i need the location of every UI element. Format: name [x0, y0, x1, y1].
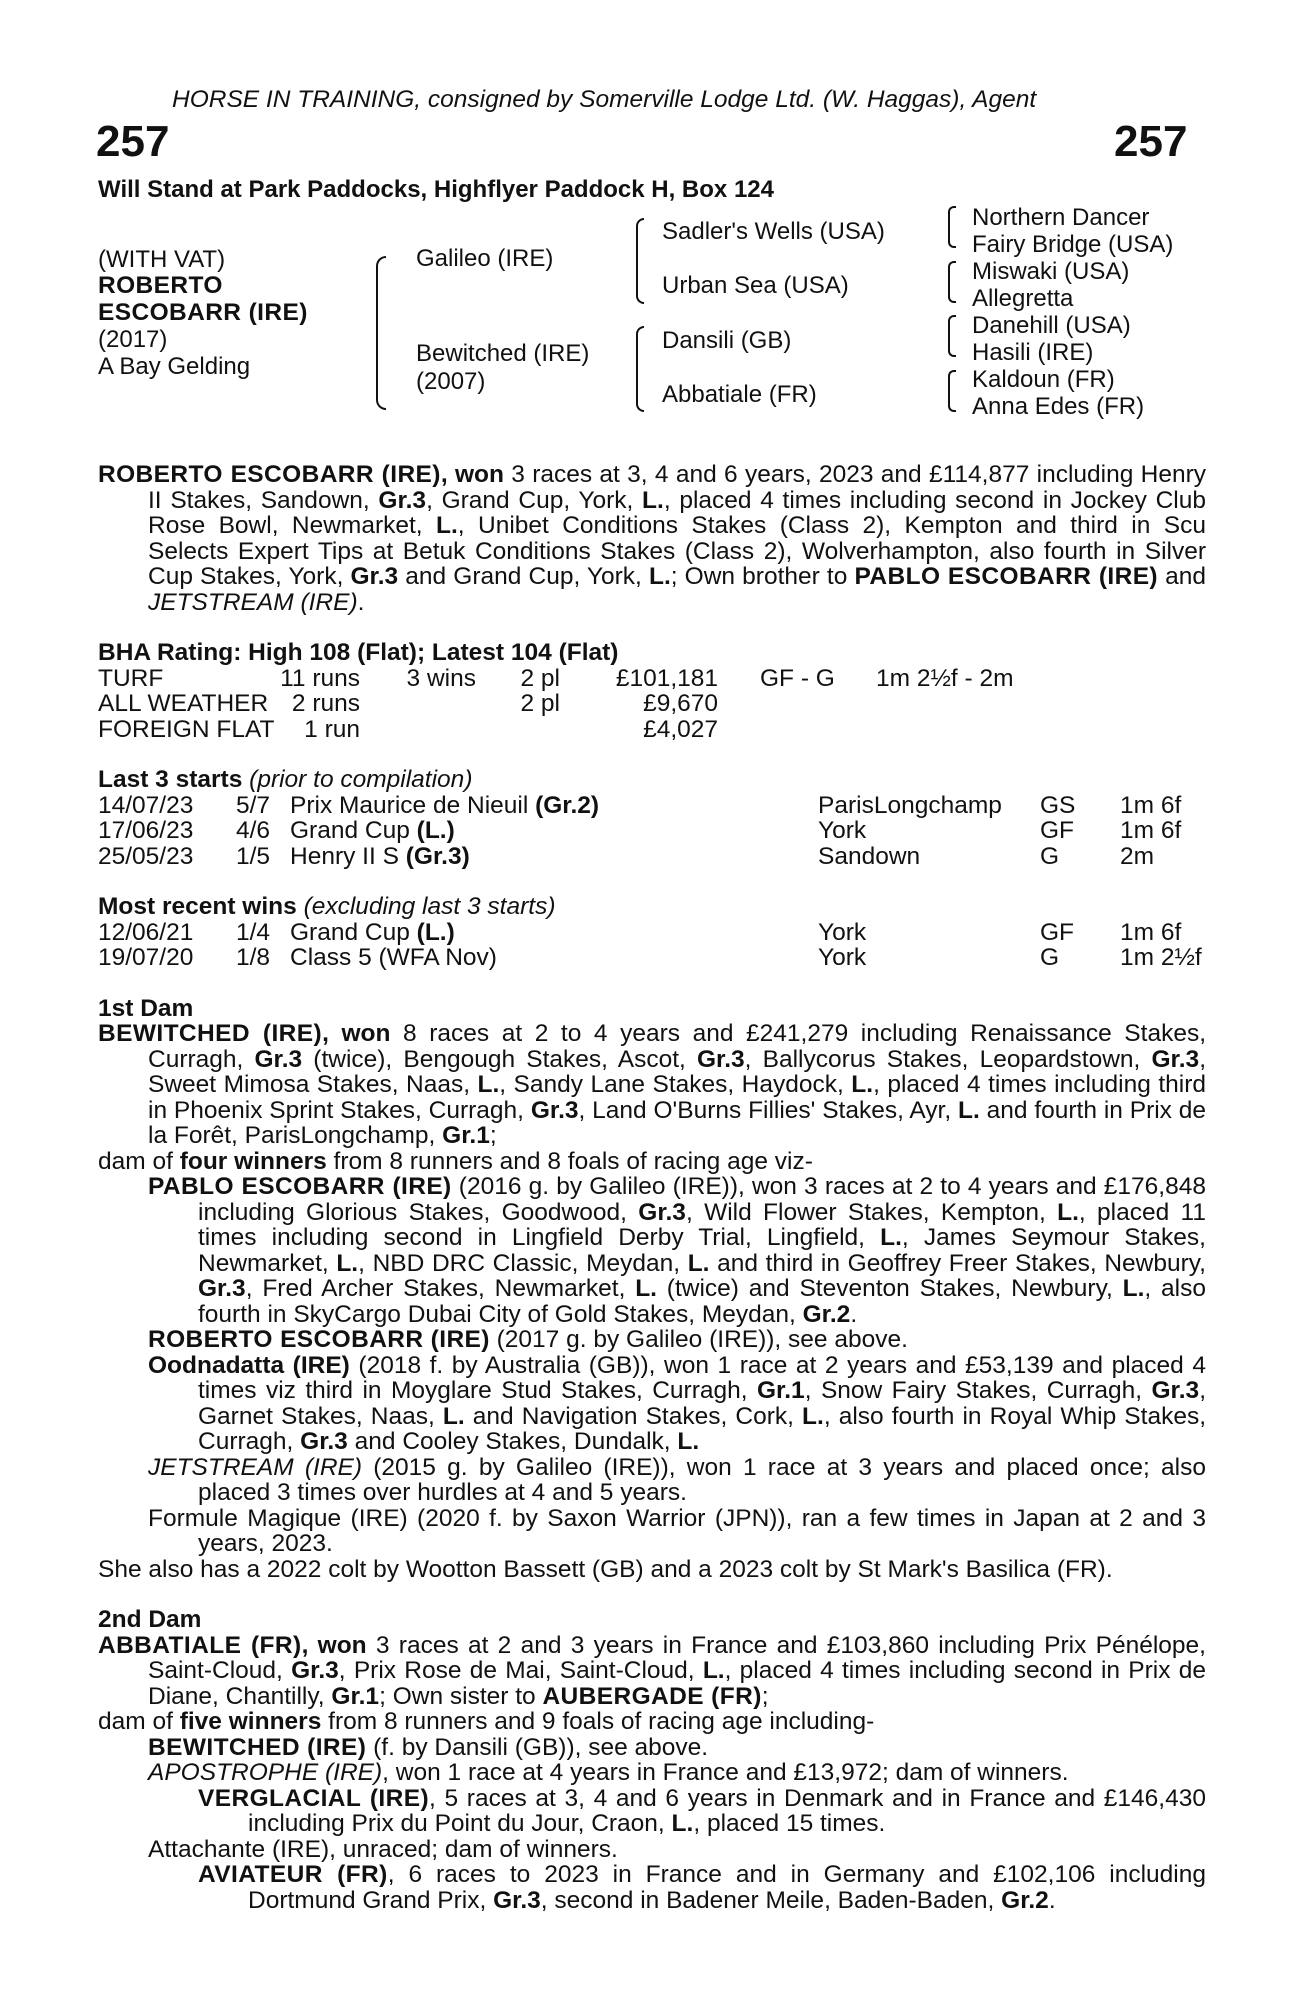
form-pos: 1/4: [236, 918, 271, 946]
rating-going: GF - G: [760, 664, 835, 692]
first-dam-also: She also has a 2022 colt by Wootton Bassett (GB) and a 2023 colt by St Mark's Basilica (FR).: [98, 1555, 1113, 1583]
bha-rating: BHA Rating: High 108 (Flat); Latest 104 (Flat): [98, 639, 619, 666]
first-dam-produce-intro: dam of four winners from 8 runners and 8 foals of racing age viz-: [98, 1147, 813, 1175]
produce-bewitched: BEWITCHED (IRE) (f. by Dansili (GB)), see above.: [148, 1733, 709, 1761]
pedigree-sdd: Allegretta: [972, 285, 1074, 312]
form-pos: 1/5: [236, 842, 271, 870]
pedigree-dss: Danehill (USA): [972, 312, 1131, 339]
form-course: York: [818, 944, 867, 971]
produce-apostrophe: APOSTROPHE (IRE), won 1 race at 4 years in France and £13,972; dam of winners.: [148, 1759, 1069, 1786]
form-going: G: [1040, 842, 1060, 870]
horse-description: A Bay Gelding: [98, 353, 251, 380]
pedigree-dds: Kaldoun (FR): [972, 366, 1115, 393]
form-going: G: [1040, 944, 1060, 971]
produce-aviateur: AVIATEUR (FR), 6 races to 2023 in France and in Germany and £102,106 including Dortmund Grand Prix, Gr.3, second in Badener Meile, Baden-Baden, Gr.2.: [198, 1861, 1206, 1914]
rating-dist: 1m 2½f - 2m: [876, 664, 1014, 692]
summary-horse-name: ROBERTO ESCOBARR (IRE): [98, 461, 441, 488]
form-pos: 5/7: [236, 791, 271, 819]
lot-number-right: 257: [1114, 117, 1188, 166]
form-going: GF: [1040, 918, 1075, 946]
rating-wins: 3 wins: [406, 664, 476, 692]
pedigree-ss: Sadler's Wells (USA): [662, 218, 885, 245]
rating-runs: 11 runs: [280, 664, 360, 692]
form-race: Grand Cup (L.): [290, 918, 455, 946]
first-dam-heading: 1st Dam: [98, 994, 194, 1022]
rating-pl: 2 pl: [520, 690, 560, 717]
rating-pl: 2 pl: [520, 664, 560, 692]
stand-location: Will Stand at Park Paddocks, Highflyer Paddock H, Box 124: [98, 176, 774, 203]
rating-table: [98, 666, 1206, 743]
pedigree-dd: Abbatiale (FR): [662, 381, 817, 408]
form-date: 14/07/23: [98, 791, 194, 819]
pedigree-bracket-ds: [948, 315, 956, 357]
rating-surface: FOREIGN FLAT: [98, 715, 275, 743]
pedigree-dam-year: (2007): [416, 368, 486, 395]
form-pos: 4/6: [236, 817, 271, 844]
last-3-starts-table: [98, 793, 1206, 870]
form-going: GF: [1040, 817, 1075, 844]
form-date: 19/07/20: [98, 944, 194, 971]
form-date: 12/06/21: [98, 918, 194, 946]
produce-verglacial: VERGLACIAL (IRE), 5 races at 3, 4 and 6 years in Denmark and in France and £146,430 including Prix du Point du Jour, Craon, L., placed 15 times.: [198, 1784, 1206, 1837]
form-dist: 2m: [1120, 842, 1155, 870]
produce-pablo-escobarr: PABLO ESCOBARR (IRE) (2016 g. by Galileo (IRE)), won 3 races at 2 to 4 years and £176,848 including Glorious Stakes, Goodwood, Gr.3, Wild Flower Stakes, Kempton, L., placed 11 times including second in Lingfield Derby Trial, Lingfield, L., James Seymour Stakes, Newmarket, L., NBD DRC Classic, Meydan, L. and third in Geoffrey Freer Stakes, Newbury, Gr.3, Fred Archer Stakes, Newmarket, L. (twice) and Steventon Stakes, Newbury, L., also fourth in SkyCargo Dubai City of Gold Stakes, Meydan, Gr.2.: [148, 1173, 1206, 1328]
form-race: Class 5 (WFA Nov): [290, 944, 497, 971]
pedigree-bracket-ss: [948, 206, 956, 248]
consignment-line: HORSE IN TRAINING, consigned by Somerville Lodge Ltd. (W. Haggas), Agent: [172, 86, 1037, 113]
pedigree-sss: Northern Dancer: [972, 204, 1150, 231]
pedigree-bracket-sire: [636, 218, 644, 304]
produce-roberto-escobarr: ROBERTO ESCOBARR (IRE) (2017 g. by Galileo (IRE)), see above.: [148, 1326, 908, 1353]
horse-name-line1: ROBERTO: [98, 272, 223, 299]
rating-money: £9,670: [643, 690, 718, 717]
pedigree-ddd: Anna Edes (FR): [972, 393, 1145, 420]
form-dist: 1m 6f: [1120, 817, 1182, 844]
horse-year: (2017): [98, 326, 168, 353]
pedigree-dsd: Hasili (IRE): [972, 339, 1094, 366]
recent-wins-heading: Most recent wins (excluding last 3 starts): [98, 893, 556, 920]
form-course: York: [818, 817, 867, 844]
rating-money: £4,027: [643, 715, 718, 743]
form-dist: 1m 6f: [1120, 791, 1182, 819]
rating-row: [98, 666, 1206, 692]
pedigree-ssd: Fairy Bridge (USA): [972, 231, 1174, 258]
produce-jetstream: JETSTREAM (IRE) (2015 g. by Galileo (IRE)), won 1 race at 3 years and placed once; also placed 3 times over hurdles at 4 and 5 years.: [148, 1453, 1206, 1506]
pedigree-bracket-dam: [636, 326, 644, 412]
rating-money: £101,181: [615, 664, 718, 692]
produce-attachante: Attachante (IRE), unraced; dam of winners.: [148, 1835, 618, 1863]
form-course: Sandown: [818, 842, 921, 870]
rating-runs: 1 run: [304, 715, 360, 743]
produce-formule-magique: Formule Magique (IRE) (2020 f. by Saxon Warrior (JPN)), ran a few times in Japan at 2 and 3 years, 2023.: [148, 1504, 1206, 1557]
race-summary: ROBERTO ESCOBARR (IRE), won 3 races at 3, 4 and 6 years, 2023 and £114,877 including Henry II Stakes, Sandown, Gr.3, Grand Cup, York, L., placed 4 times including second in Jockey Club Rose Bowl, Newmarket, L., Unibet Conditions Stakes (Class 2), Kempton and third in Scu Selects Expert Tips at Betuk Conditions Stakes (Class 2), Wolverhampton, also fourth in Silver Cup Stakes, York, Gr.3 and Grand Cup, York, L.; Own brother to PABLO ESCOBARR (IRE) and JETSTREAM (IRE).: [98, 461, 1207, 616]
vat-note: (WITH VAT): [98, 246, 226, 273]
produce-oodnadatta: Oodnadatta (IRE) (2018 f. by Australia (GB)), won 1 race at 2 years and £53,139 and placed 4 times viz third in Moyglare Stud Stakes, Curragh, Gr.1, Snow Fairy Stakes, Curragh, Gr.3, Garnet Stakes, Naas, L. and Navigation Stakes, Cork, L., also fourth in Royal Whip Stakes, Curragh, Gr.3 and Cooley Stakes, Dundalk, L.: [148, 1351, 1207, 1455]
pedigree-sire: Galileo (IRE): [416, 245, 554, 272]
rating-surface: ALL WEATHER: [98, 690, 269, 717]
recent-wins-table: [98, 920, 1206, 971]
form-row: [98, 818, 1206, 844]
form-dist: 1m 2½f: [1120, 944, 1202, 971]
form-row: [98, 945, 1206, 971]
summary-brother: PABLO ESCOBARR (IRE): [854, 563, 1158, 590]
rating-surface: TURF: [98, 664, 164, 692]
form-course: ParisLongchamp: [818, 791, 1002, 819]
second-dam-heading: 2nd Dam: [98, 1606, 202, 1633]
rating-row: [98, 717, 1206, 743]
form-date: 17/06/23: [98, 817, 194, 844]
form-race: Henry II S (Gr.3): [290, 842, 470, 870]
pedigree-bracket-dd: [948, 370, 956, 412]
form-going: GS: [1040, 791, 1076, 819]
second-dam-record: ABBATIALE (FR), won 3 races at 2 and 3 years in France and £103,860 including Prix Pénélope, Saint-Cloud, Gr.3, Prix Rose de Mai, Saint-Cloud, L., placed 4 times including second in Prix de Diane, Chantilly, Gr.1; Own sister to AUBERGADE (FR);: [98, 1631, 1206, 1710]
form-race: Grand Cup (L.): [290, 817, 455, 844]
second-dam-produce-intro: dam of five winners from 8 runners and 9 foals of racing age including-: [98, 1708, 875, 1735]
pedigree-bracket-sd: [948, 261, 956, 303]
form-row: [98, 844, 1206, 870]
rating-runs: 2 runs: [291, 690, 360, 717]
last-3-starts-heading: Last 3 starts (prior to compilation): [98, 766, 473, 793]
form-date: 25/05/23: [98, 842, 194, 870]
summary-brother-2: JETSTREAM (IRE): [148, 588, 358, 616]
form-course: York: [818, 918, 867, 946]
pedigree-dam: Bewitched (IRE): [416, 340, 590, 367]
summary-won: won: [454, 461, 504, 488]
form-pos: 1/8: [236, 944, 271, 971]
pedigree-sds: Miswaki (USA): [972, 258, 1130, 285]
horse-name-line2: ESCOBARR (IRE): [98, 299, 308, 326]
form-row: [98, 793, 1206, 819]
first-dam-record: BEWITCHED (IRE), won 8 races at 2 to 4 years and £241,279 including Renaissance Stakes, Curragh, Gr.3 (twice), Bengough Stakes, Ascot, Gr.3, Ballycorus Stakes, Leopardstown, Gr.3, Sweet Mimosa Stakes, Naas, L., Sandy Lane Stakes, Haydock, L., placed 4 times including third in Phoenix Sprint Stakes, Curragh, Gr.3, Land O'Burns Fillies' Stakes, Ayr, L. and fourth in Prix de la Forêt, ParisLongchamp, Gr.1;: [98, 1020, 1207, 1149]
pedigree-bracket-main: [376, 256, 386, 410]
form-row: [98, 920, 1206, 946]
pedigree-ds: Dansili (GB): [662, 327, 792, 354]
lot-number-left: 257: [96, 117, 170, 166]
form-dist: 1m 6f: [1120, 918, 1182, 946]
rating-row: [98, 691, 1206, 717]
pedigree-sd: Urban Sea (USA): [662, 272, 849, 299]
form-race: Prix Maurice de Nieuil (Gr.2): [290, 791, 600, 819]
